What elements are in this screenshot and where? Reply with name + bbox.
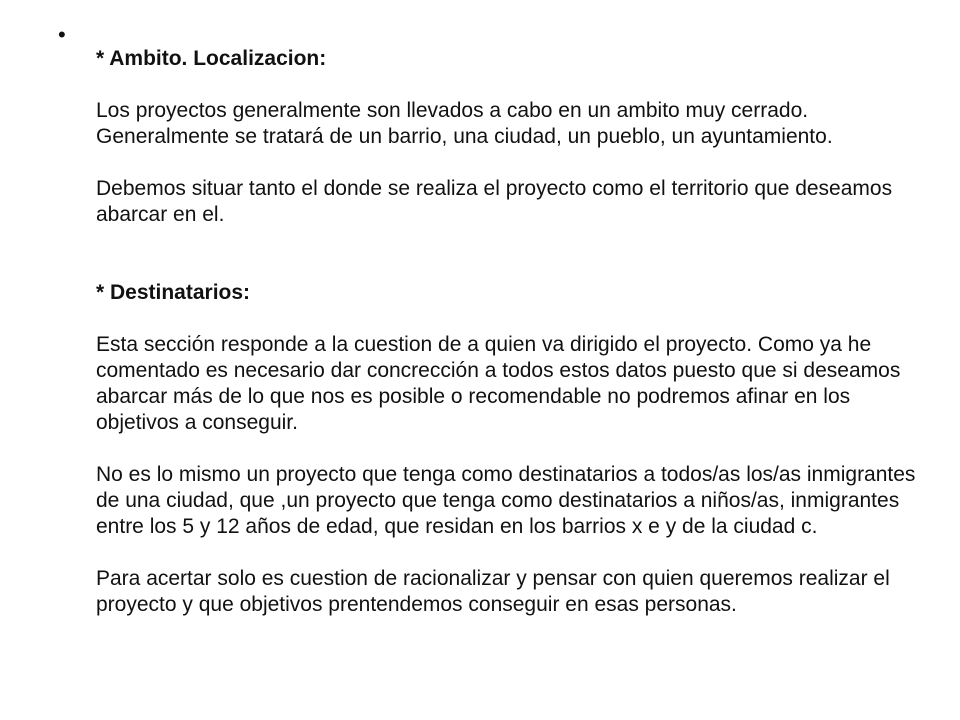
paragraph-ambito-2: Debemos situar tanto el donde se realiza el proyecto como el territorio que deseamos abarcar en el. <box>96 177 893 226</box>
paragraph-ambito-1: Los proyectos generalmente son llevados a cabo en un ambito muy cerrado. Generalmente se tratará de un barrio, una ciudad, un pueblo, un ayuntamiento. <box>96 99 833 148</box>
slide-content <box>96 46 936 618</box>
paragraph-destinatarios-3: Para acertar solo es cuestion de racionalizar y pensar con quien queremos realizar el proyecto y que objetivos prentendemos conseguir en esas personas. <box>96 567 890 616</box>
paragraph-destinatarios-1: Esta sección responde a la cuestion de a quien va dirigido el proyecto. Como ya he comentado es necesario dar concrección a todos estos datos puesto que si deseamos abarcar más de lo que nos es posible o recomendable no podremos afinar en los objetivos a conseguir. <box>96 333 901 434</box>
paragraph-destinatarios-2: No es lo mismo un proyecto que tenga como destinatarios a todos/as los/as inmigrantes de una ciudad, que ,un proyecto que tenga como destinatarios a niños/as, inmigrantes entre los 5 y 12 años de edad, que residan en los barrios x e y de la ciudad c. <box>96 463 916 538</box>
section-heading-destinatarios: * Destinatarios: <box>96 281 251 304</box>
section-heading-ambito: * Ambito. Localizacion: <box>96 47 327 70</box>
bullet-point: • <box>58 22 66 47</box>
